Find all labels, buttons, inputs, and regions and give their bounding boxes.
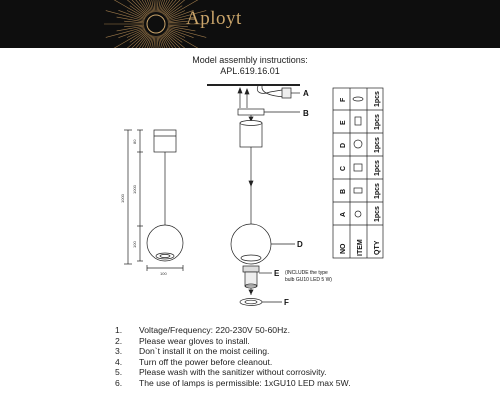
table-qty-a: 1pcs [374,206,381,222]
callout-e: E [274,269,280,278]
instruction-text: The use of lamps is permissible: 1xGU10 LED max 5W. [139,377,351,388]
table-no-e: E [340,120,347,125]
instruction-text: Don`t install it on the moist ceiling. [139,346,270,357]
assembly-drawing [0,78,500,323]
instruction-item [115,346,351,357]
model-number: APL.619.16.01 [220,66,280,76]
instruction-number: 2. [115,335,123,346]
dimension-canopy: 80 [132,139,137,144]
instruction-text: Turn off the power before cleanout. [139,356,273,367]
instruction-list [115,325,351,389]
dimension-cable: 1000 [132,185,137,194]
dimensioned-lamp-view [124,130,183,271]
table-header-no: NO [340,243,347,254]
table-no-f: F [340,97,347,102]
table-no-b: B [340,188,347,194]
bulb-note-line-2: bulb GU10 LED 5 W) [285,277,332,283]
instruction-text: Please wear gloves to install. [139,335,250,346]
table-qty-c: 1pcs [374,160,381,176]
table-qty-f: 1pcs [374,91,381,107]
dimension-overall: 1000 [120,194,125,203]
instruction-item [115,357,351,368]
document-title [0,55,500,77]
dimension-shade-height: 100 [132,241,137,248]
instruction-number: 1. [115,325,123,335]
table-no-c: C [340,165,347,171]
callout-d: D [297,240,303,249]
title-line-1: Model assembly instructions: [192,55,308,65]
table-qty-b: 1pcs [374,183,381,199]
table-header-item: ITEM [357,239,364,256]
bulb-note-line-1: (INCLUDE the type [285,270,328,276]
sunburst-logo-icon [0,0,500,48]
instruction-number: 3. [115,346,123,357]
instruction-text: Voltage/Frequency: 220-230V 50-60Hz. [139,325,290,335]
instruction-item [115,325,351,336]
table-qty-d: 1pcs [374,137,381,153]
brand-header [0,0,500,48]
instruction-number: 4. [115,356,123,367]
callout-f: F [284,298,289,307]
dimension-width: 100 [160,271,167,276]
instruction-item [115,367,351,378]
callout-b: B [303,109,309,118]
table-no-d: D [340,142,347,148]
instruction-text: Please wash with the sanitizer without corrosivity. [139,367,327,378]
instruction-number: 5. [115,367,123,378]
instruction-number: 6. [115,377,123,388]
instruction-item [115,336,351,347]
table-no-a: A [340,211,347,217]
instruction-item [115,378,351,389]
brand-name: Aployt [186,8,242,29]
table-header-qty: QTY [374,240,381,255]
callout-a: A [303,89,309,98]
table-qty-e: 1pcs [374,114,381,130]
